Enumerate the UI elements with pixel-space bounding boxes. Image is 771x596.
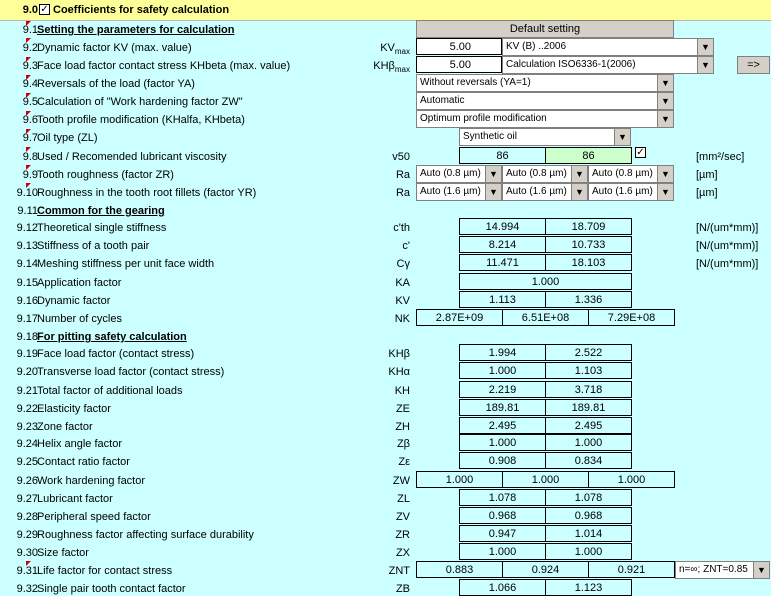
param-label: Dynamic factor <box>37 295 111 307</box>
value-cell: 6.51E+08 <box>502 309 589 326</box>
param-label: Face load factor (contact stress) <box>37 348 195 360</box>
param-label: Contact ratio factor <box>37 456 130 468</box>
param-label: Application factor <box>37 277 122 289</box>
kv-method-select[interactable]: KV (B) ..2006 ▼ <box>502 38 714 56</box>
reversals-select[interactable]: Without reversals (YA=1) ▼ <box>416 74 674 92</box>
row-number: 9.23 <box>16 421 38 433</box>
comment-marker-icon <box>26 129 31 134</box>
oil-type-select[interactable]: Synthetic oil ▼ <box>459 128 631 146</box>
value-cell: 8.214 <box>459 236 546 253</box>
row-number: 9.4 <box>22 78 38 90</box>
value-cell: 1.994 <box>459 344 546 361</box>
param-label: Meshing stiffness per unit face width <box>37 258 215 270</box>
unit-label: [mm²/sec] <box>696 151 745 163</box>
comment-marker-icon <box>26 561 31 566</box>
value-cell: 1.000 <box>459 273 632 290</box>
param-symbol: Zε <box>398 456 410 468</box>
row-number: 9.3 <box>22 60 38 72</box>
row-number: 9.18 <box>16 331 38 343</box>
param-symbol: ZW <box>392 475 410 487</box>
value-cell: 0.834 <box>545 452 632 469</box>
value-cell: 2.219 <box>459 381 546 398</box>
row-number: 9.10 <box>16 187 38 199</box>
row-number: 9.26 <box>16 475 38 487</box>
profile-modification-select[interactable]: Optimum profile modification ▼ <box>416 110 674 128</box>
value-cell: 2.522 <box>545 344 632 361</box>
section-heading: Setting the parameters for calculation <box>37 24 235 36</box>
chevron-down-icon[interactable]: ▼ <box>657 184 673 200</box>
value-cell: 1.123 <box>545 579 632 596</box>
root-roughness-select-gear[interactable]: Auto (1.6 µm) ▼ <box>502 183 588 201</box>
param-label: Life factor for contact stress <box>37 565 173 577</box>
param-symbol: ZNT <box>388 565 410 577</box>
row-number: 9.14 <box>16 258 38 270</box>
chevron-down-icon[interactable]: ▼ <box>614 129 630 145</box>
value-cell: 1.113 <box>459 291 546 308</box>
row-number: 9.24 <box>16 438 38 450</box>
value-cell: 0.968 <box>545 507 632 524</box>
param-label: Transverse load factor (contact stress) <box>37 366 225 378</box>
param-symbol: ZX <box>395 547 410 559</box>
value-cell: 0.924 <box>502 561 589 578</box>
param-label: Single pair tooth contact factor <box>37 583 186 595</box>
row-number: 9.5 <box>22 96 38 108</box>
param-label: Zone factor <box>37 421 93 433</box>
unit-label: [µm] <box>696 187 718 199</box>
value-cell: 2.495 <box>545 417 632 434</box>
viscosity-used: 86 <box>459 147 546 164</box>
comment-marker-icon <box>26 165 31 170</box>
value-cell: 1.000 <box>459 434 546 451</box>
page-title: Coefficients for safety calculation <box>53 4 230 16</box>
chevron-down-icon[interactable]: ▼ <box>657 111 673 127</box>
row-number: 9.20 <box>16 366 38 378</box>
comment-marker-icon <box>26 21 31 26</box>
value-cell: 18.103 <box>545 254 632 271</box>
param-symbol: ZV <box>395 511 410 523</box>
title-checkbox[interactable]: ✓ <box>40 4 49 15</box>
section-heading: For pitting safety calculation <box>37 331 187 343</box>
row-number: 9.7 <box>22 132 38 144</box>
value-cell: 18.709 <box>545 218 632 235</box>
param-label: Peripheral speed factor <box>37 511 151 523</box>
chevron-down-icon[interactable]: ▼ <box>697 57 713 73</box>
param-label: Stiffness of a tooth pair <box>37 240 150 252</box>
value-cell: 0.968 <box>459 507 546 524</box>
param-symbol: KHα <box>388 366 410 378</box>
row-number: 9.19 <box>16 348 38 360</box>
root-roughness-select-pinion[interactable]: Auto (1.6 µm) ▼ <box>416 183 502 201</box>
value-cell: 1.066 <box>459 579 546 596</box>
param-symbol: Ra <box>395 169 410 181</box>
comment-marker-icon <box>26 111 31 116</box>
param-symbol: c' <box>402 240 410 252</box>
param-label: Size factor <box>37 547 89 559</box>
chevron-down-icon[interactable]: ▼ <box>753 562 769 578</box>
value-cell: 1.000 <box>588 471 675 488</box>
chevron-down-icon[interactable]: ▼ <box>657 166 673 182</box>
value-cell: 3.718 <box>545 381 632 398</box>
param-label: Tooth roughness (factor ZR) <box>37 169 174 181</box>
value-cell: 11.471 <box>459 254 546 271</box>
unit-label: [N/(um*mm)] <box>696 240 759 252</box>
value-cell: 1.000 <box>502 471 589 488</box>
roughness-select-gear3[interactable]: Auto (0.8 µm) ▼ <box>588 165 674 183</box>
param-symbol: KH <box>394 385 410 397</box>
param-label: Tooth profile modification (KHalfa, KHbeta) <box>37 114 245 126</box>
row-number: 9.30 <box>16 547 38 559</box>
row-number: 9.6 <box>22 114 38 126</box>
value-cell: 0.908 <box>459 452 546 469</box>
param-symbol: ZH <box>395 421 410 433</box>
row-number: 9.1 <box>22 24 38 36</box>
param-symbol: ZR <box>395 529 410 541</box>
value-cell: 189.81 <box>459 399 546 416</box>
value-cell: 10.733 <box>545 236 632 253</box>
param-symbol: NK <box>394 313 410 325</box>
param-symbol: ZE <box>395 403 410 415</box>
value-cell: 1.103 <box>545 362 632 379</box>
param-label: Oil type (ZL) <box>37 132 98 144</box>
value-cell: 189.81 <box>545 399 632 416</box>
chevron-down-icon[interactable]: ▼ <box>657 93 673 109</box>
value-cell: 1.000 <box>545 543 632 560</box>
param-symbol: v50 <box>392 151 410 163</box>
param-symbol: KV <box>395 295 410 307</box>
comment-marker-icon <box>26 57 31 62</box>
param-label: Roughness in the tooth root fillets (factor YR) <box>37 187 257 199</box>
chevron-down-icon[interactable]: ▼ <box>485 184 501 200</box>
title-bar <box>0 0 771 21</box>
param-label: Helix angle factor <box>37 438 122 450</box>
row-number: 9.29 <box>16 529 38 541</box>
value-cell: 1.000 <box>416 471 503 488</box>
value-cell: 1.336 <box>545 291 632 308</box>
row-number: 9.9 <box>22 169 38 181</box>
row-number: 9.21 <box>16 385 38 397</box>
life-factor-select[interactable]: n=∞; ZNT=0.85 ▼ <box>675 561 770 579</box>
row-number: 9.2 <box>22 42 38 54</box>
param-label: Work hardening factor <box>37 475 146 487</box>
khbeta-max-input[interactable]: 5.00 <box>416 56 502 73</box>
param-label: Roughness factor affecting surface durability <box>37 529 254 541</box>
row-number: 9.15 <box>16 277 38 289</box>
comment-marker-icon <box>26 75 31 80</box>
row-number: 9.31 <box>16 565 38 577</box>
chevron-down-icon[interactable]: ▼ <box>485 166 501 182</box>
roughness-select-gear[interactable]: Auto (0.8 µm) ▼ <box>502 165 588 183</box>
chevron-down-icon[interactable]: ▼ <box>571 166 587 182</box>
chevron-down-icon[interactable]: ▼ <box>657 75 673 91</box>
khbeta-method-select[interactable]: Calculation ISO6336-1(2006) ▼ <box>502 56 714 74</box>
arrow-button[interactable]: => <box>737 56 770 74</box>
row-number: 9.16 <box>16 295 38 307</box>
value-cell: 1.078 <box>545 489 632 506</box>
param-label: Dynamic factor KV (max. value) <box>37 42 192 54</box>
default-setting-button[interactable]: Default setting <box>416 20 674 38</box>
comment-marker-icon <box>26 38 31 43</box>
row-number: 9.13 <box>16 240 38 252</box>
roughness-select-pinion[interactable]: Auto (0.8 µm) ▼ <box>416 165 502 183</box>
value-cell: 0.947 <box>459 525 546 542</box>
unit-label: [N/(um*mm)] <box>696 258 759 270</box>
row-number: 9.11 <box>17 205 38 217</box>
work-hardening-select[interactable]: Automatic ▼ <box>416 92 674 110</box>
row-number: 9.12 <box>16 222 38 234</box>
param-label: Face load factor contact stress KHbeta (max. value) <box>37 60 291 72</box>
param-label: Used / Recomended lubricant viscosity <box>37 151 227 163</box>
param-symbol: ZB <box>395 583 410 595</box>
value-cell: 0.921 <box>588 561 675 578</box>
param-label: Theoretical single stiffness <box>37 222 167 234</box>
value-cell: 1.078 <box>459 489 546 506</box>
comment-marker-icon <box>26 147 31 152</box>
row-number: 9.28 <box>16 511 38 523</box>
param-label: Calculation of "Work hardening factor ZW" <box>37 96 243 108</box>
unit-label: [N/(um*mm)] <box>696 222 759 234</box>
param-label: Elasticity factor <box>37 403 111 415</box>
param-symbol: $KV_{max}$ <box>380 42 410 57</box>
param-label: Number of cycles <box>37 313 122 325</box>
chevron-down-icon[interactable]: ▼ <box>697 39 713 55</box>
param-symbol: ZL <box>397 493 410 505</box>
value-cell: 1.000 <box>459 543 546 560</box>
param-label: Total factor of additional loads <box>37 385 183 397</box>
value-cell: 1.000 <box>459 362 546 379</box>
row-number: 9.0 <box>22 4 38 16</box>
row-number: 9.27 <box>16 493 38 505</box>
kv-max-input[interactable]: 5.00 <box>416 38 502 55</box>
comment-marker-icon <box>26 93 31 98</box>
row-number: 9.32 <box>16 583 38 595</box>
viscosity-checkbox[interactable]: ✓ <box>636 147 645 158</box>
unit-label: [µm] <box>696 169 718 181</box>
value-cell: 14.994 <box>459 218 546 235</box>
chevron-down-icon[interactable]: ▼ <box>571 184 587 200</box>
comment-marker-icon <box>26 183 31 188</box>
value-cell: 2.87E+09 <box>416 309 503 326</box>
param-symbol: Cγ <box>396 258 410 270</box>
row-number: 9.8 <box>22 151 38 163</box>
value-cell: 1.000 <box>545 434 632 451</box>
value-cell: 0.883 <box>416 561 503 578</box>
root-roughness-select-gear3[interactable]: Auto (1.6 µm) ▼ <box>588 183 674 201</box>
param-symbol: Zβ <box>396 438 410 450</box>
param-symbol: c'th <box>393 222 410 234</box>
section-heading: Common for the gearing <box>37 205 165 217</box>
param-symbol: Ra <box>395 187 410 199</box>
row-number: 9.22 <box>16 403 38 415</box>
value-cell: 1.014 <box>545 525 632 542</box>
viscosity-recommended[interactable]: 86 <box>545 147 632 164</box>
row-number: 9.25 <box>16 456 38 468</box>
param-label: Lubricant factor <box>37 493 113 505</box>
row-number: 9.17 <box>16 313 38 325</box>
value-cell: 7.29E+08 <box>588 309 675 326</box>
param-symbol: KHβ <box>388 348 410 360</box>
value-cell: 2.495 <box>459 417 546 434</box>
param-symbol: KHβ$_{max}$ <box>373 60 410 75</box>
param-label: Reversals of the load (factor YA) <box>37 78 195 90</box>
param-symbol: KA <box>395 277 410 289</box>
